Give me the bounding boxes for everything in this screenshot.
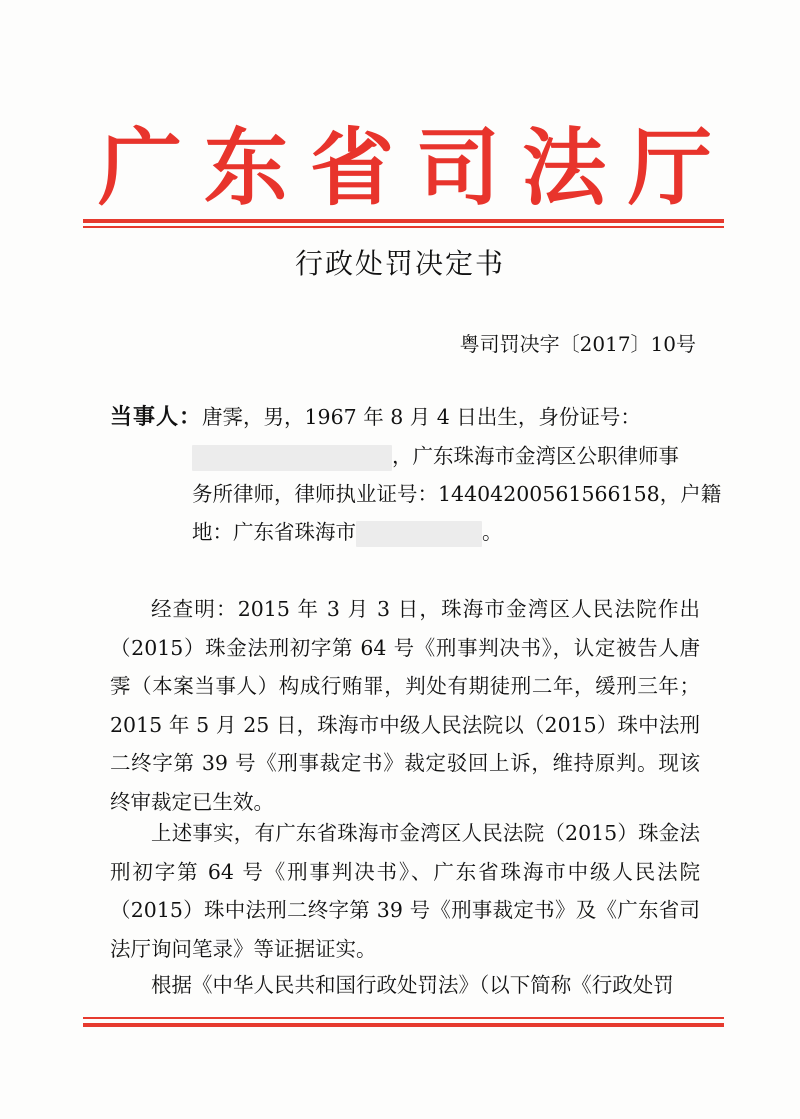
paragraph-basis: 根据《中华人民共和国行政处罚法》（以下简称《行政处罚: [151, 973, 674, 997]
document-number: 粤司罚决字〔2017〕10号: [459, 332, 696, 356]
footer-rule-thick: [83, 1023, 724, 1027]
party-line-1-text: 唐霁，男，1967 年 8 月 4 日出生，身份证号：: [202, 405, 641, 429]
redaction-address: [356, 521, 482, 547]
paragraph-findings: 经查明：2015 年 3 月 3 日，珠海市金湾区人民法院作出（2015）珠金法刑初字第 64 号《刑事判决书》，认定被告人唐霁（本案当事人）构成行贿罪，判处有期徒刑二年，缓刑三年；2015 年 5 月 25 日，珠海市中级人民法院以（2015）珠中法刑二终字第 39 号《刑事裁定书》裁定驳回上诉，维持原判。现该终审裁定已生效。: [110, 597, 700, 814]
redaction-id-number: [192, 445, 392, 471]
party-label: 当事人：: [110, 405, 203, 430]
party-line-3: 务所律师，律师执业证号：14404200561566158，户籍: [192, 482, 722, 506]
footer-rule-thin: [83, 1017, 724, 1019]
party-line-2-text: ，广东珠海市金湾区公职律师事: [392, 444, 679, 468]
party-line-2: [110, 437, 710, 475]
document-title: 行政处罚决定书: [294, 247, 505, 280]
party-line-4-text: 地：广东省珠海市: [192, 520, 356, 544]
party-line-4: [110, 513, 710, 551]
letterhead-rule-thick: [83, 219, 724, 223]
letterhead-rule-thin: [83, 226, 724, 228]
party-line-1: [110, 398, 710, 437]
party-line-4-end: 。: [482, 520, 503, 544]
party-section: [110, 398, 722, 551]
letterhead-organization: 广东省司法厅: [98, 119, 735, 217]
paragraph-evidence: 上述事实，有广东省珠海市金湾区人民法院（2015）珠金法刑初字第 64 号《刑事判决书》、广东省珠海市中级人民法院（2015）珠中法刑二终字第 39 号《刑事裁定书》及《广东省司法厅询问笔录》等证据证实。: [110, 821, 700, 961]
